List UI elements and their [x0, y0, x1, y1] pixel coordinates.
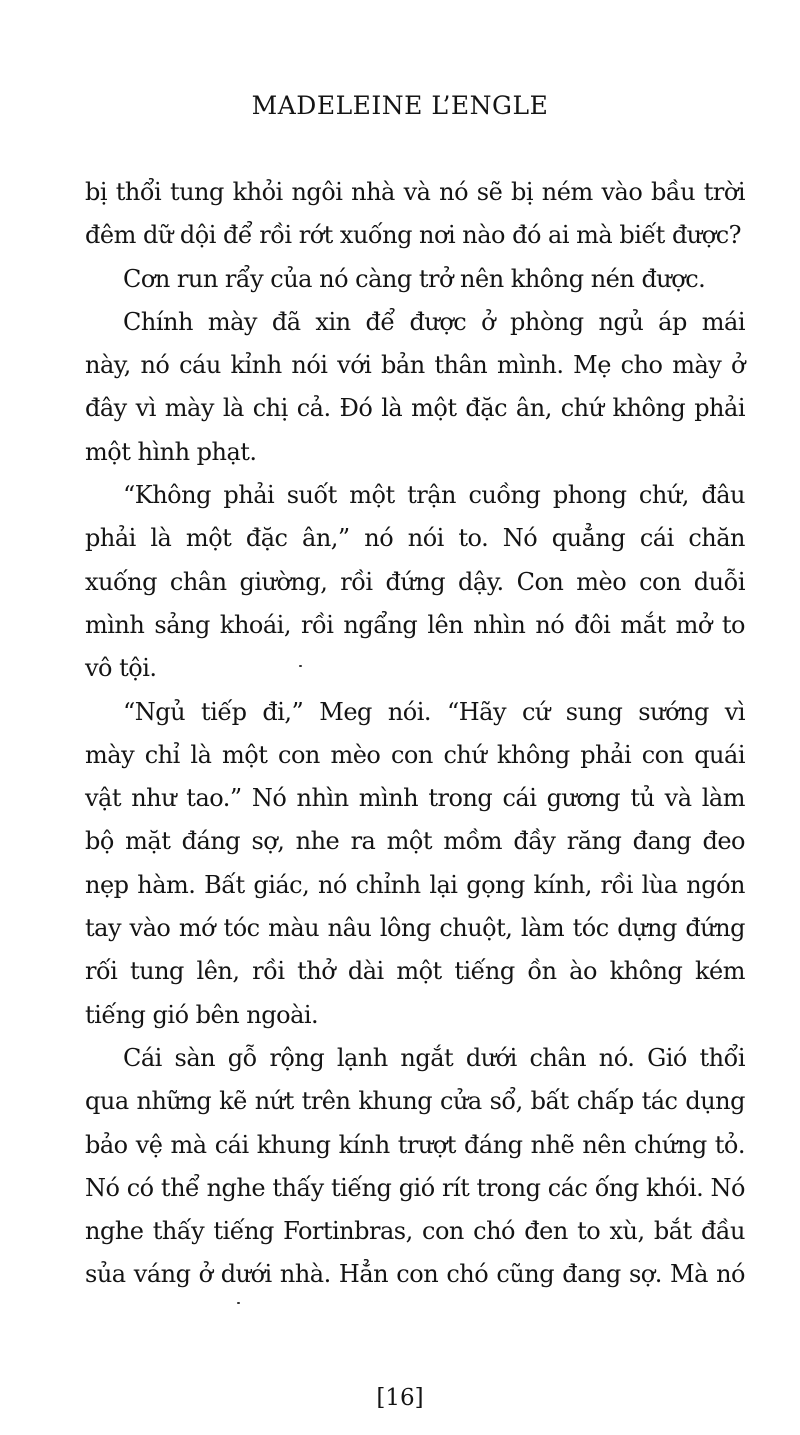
- text-line: bị thổi tung khỏi ngôi nhà và nó sẽ bị ném vào bầu trời: [85, 178, 745, 206]
- text-line: nẹp hàm. Bất giác, nó chỉnh lại gọng kính, rồi lùa ngón: [85, 870, 745, 899]
- text-line: mình sảng khoái, rồi ngẩng lên nhìn nó đôi mắt mở to: [85, 610, 745, 639]
- text-line: vô tội.: [85, 654, 157, 683]
- text-line: nghe thấy tiếng Fortinbras, con chó đen to xù, bắt đầu: [85, 1217, 745, 1246]
- text-line: sủa váng ở dưới nhà. Hẳn con chó cũng đang sợ. Mà nó: [85, 1260, 745, 1289]
- text-line: tiếng gió bên ngoài.: [85, 1000, 319, 1029]
- text-line: Nó có thể nghe thấy tiếng gió rít trong các ống khói. Nó: [85, 1173, 745, 1202]
- print-speck: [237, 1302, 240, 1304]
- text-line: đây vì mày là chị cả. Đó là một đặc ân, chứ không phải: [85, 394, 745, 423]
- page-number: [16]: [376, 1385, 424, 1411]
- text-line: rối tung lên, rồi thở dài một tiếng ồn ào không kém: [85, 957, 745, 986]
- running-head-author: MADELEINE L’ENGLE: [251, 91, 549, 120]
- text-line: Cái sàn gỗ rộng lạnh ngắt dưới chân nó. Gió thổi: [123, 1043, 745, 1072]
- text-line: mày chỉ là một con mèo con chứ không phải con quái: [85, 740, 745, 769]
- text-line: bảo vệ mà cái khung kính trượt đáng nhẽ nên chứng tỏ.: [85, 1130, 745, 1159]
- text-line: Chính mày đã xin để được ở phòng ngủ áp mái: [123, 307, 745, 336]
- text-line: vật như tao.” Nó nhìn mình trong cái gương tủ và làm: [85, 784, 745, 813]
- text-line: xuống chân giường, rồi đứng dậy. Con mèo con duỗi: [85, 567, 745, 596]
- text-line: “Không phải suốt một trận cuồng phong chứ, đâu: [123, 481, 745, 510]
- text-line: bộ mặt đáng sợ, nhe ra một mồm đầy răng đang đeo: [85, 827, 745, 856]
- text-line: qua những kẽ nứt trên khung cửa sổ, bất chấp tác dụng: [85, 1087, 745, 1116]
- print-speck: [299, 665, 302, 667]
- text-line: này, nó cáu kỉnh nói với bản thân mình. Mẹ cho mày ở: [85, 351, 745, 380]
- text-line: tay vào mớ tóc màu nâu lông chuột, làm tóc dựng đứng: [85, 914, 745, 943]
- text-line: đêm dữ dội để rồi rớt xuống nơi nào đó ai mà biết được?: [85, 221, 742, 250]
- body-text: [85, 171, 745, 1297]
- text-line: một hình phạt.: [85, 437, 257, 466]
- text-line: “Ngủ tiếp đi,” Meg nói. “Hãy cứ sung sướng vì: [123, 697, 745, 726]
- text-line: Cơn run rẩy của nó càng trở nên không nén được.: [123, 264, 706, 293]
- text-line: phải là một đặc ân,” nó nói to. Nó quẳng cái chăn: [85, 524, 745, 553]
